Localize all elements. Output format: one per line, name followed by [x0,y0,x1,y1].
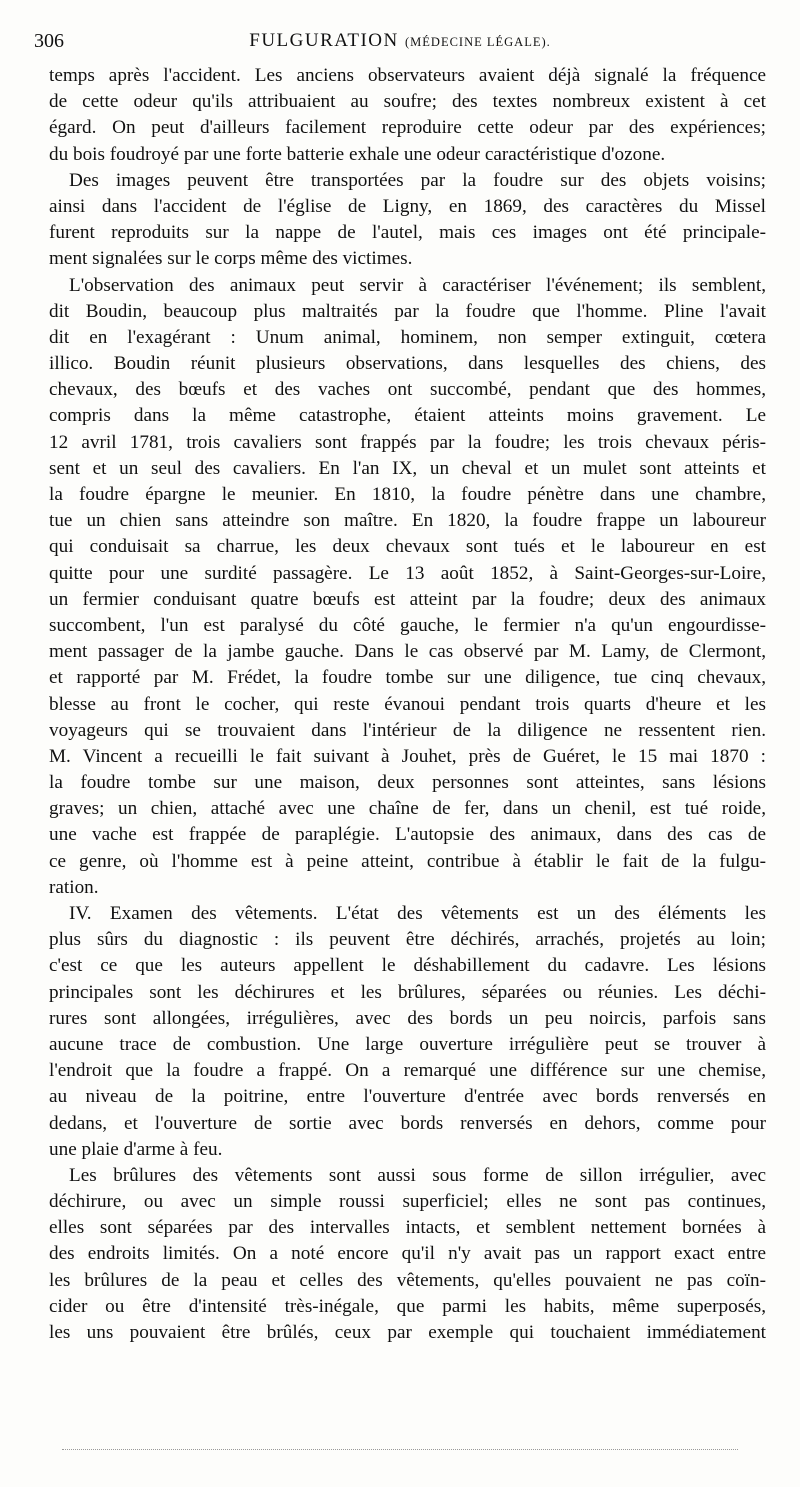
text-line: temps après l'accident. Les anciens observateurs avaient déjà signalé la fréquence [49,65,766,86]
text-line: les uns pouvaient être brûlés, ceux par exemple qui touchaient immédiatement [49,1322,766,1343]
text-line: furent reproduits sur la nappe de l'autel, mais ces images ont été principale- [49,222,766,244]
text-line: blesse au front le cocher, qui reste évanoui pendant trois quarts d'heure et les [49,693,766,715]
running-head [34,30,766,52]
text-line: illico. Boudin réunit plusieurs observations, dans lesquelles des chiens, des [49,353,766,375]
text-line: succombent, l'un est paralysé du côté gauche, le fermier n'a qu'un engourdisse- [49,614,766,636]
text-line: ainsi dans l'accident de l'église de Ligny, en 1869, des caractères du Missel [49,195,766,217]
text-line: graves; un chien, attaché avec une chaîne de fer, dans un chenil, est tué roide, [49,798,766,820]
text-line: ment signalées sur le corps même des victimes. [49,248,413,270]
text-line: aucune trace de combustion. Une large ouverture irrégulière peut se trouver à [49,1033,766,1055]
text-line: IV. Examen des vêtements. L'état des vêtements est un des éléments les [69,903,766,924]
text-line: L'observation des animaux peut servir à caractériser l'événement; ils semblent, [69,274,766,296]
text-line: tue un chien sans atteindre son maître. En 1820, la foudre frappe un laboureur [49,510,766,532]
text-line: les brûlures de la peau et celles des vêtements, qu'elles pouvaient ne pas coïn- [49,1269,766,1291]
text-line: du bois foudroyé par une forte batterie exhale une odeur caractéristique d'ozone. [49,143,666,165]
page-header [34,30,766,56]
text-line: principales sont les déchirures et les brûlures, séparées ou réunies. Les déchi- [49,981,766,1003]
text-line: rures sont allongées, irrégulières, avec des bords un peu noircis, parfois sans [49,1007,766,1029]
text-line: une vache est frappée de paraplégie. L'autopsie des animaux, dans des cas de [49,824,766,846]
text-line: c'est ce que les auteurs appellent le déshabillement du cadavre. Les lésions [49,955,766,977]
text-line: compris dans la même catastrophe, étaient atteints moins gravement. Le [49,405,766,427]
text-line: dit en l'exagérant : Unum animal, hominem, non semper extinguit, cœtera [49,326,766,348]
text-line: 12 avril 1781, trois cavaliers sont frappés par la foudre; les trois chevaux péris- [49,431,766,453]
text-line: au niveau de la poitrine, entre l'ouverture d'entrée avec bords renversés en [49,1086,766,1108]
text-line: de cette odeur qu'ils attribuaient au soufre; des textes nombreux existent à cet [49,91,766,113]
running-head-title: FULGURATION [249,30,399,51]
text-line: cider ou être d'intensité très-inégale, que parmi les habits, même superposés, [49,1295,766,1317]
text-line: l'endroit que la foudre a frappé. On a remarqué une différence sur une chemise, [49,1060,766,1082]
text-line: et rapporté par M. Frédet, la foudre tombe sur une diligence, tue cinq chevaux, [49,667,766,689]
text-line: la foudre tombe sur une maison, deux personnes sont atteintes, sans lésions [49,772,766,794]
text-line: un fermier conduisant quatre bœufs est atteint par la foudre; deux des animaux [49,588,766,610]
text-line: Les brûlures des vêtements sont aussi sous forme de sillon irrégulier, avec [69,1164,766,1186]
page-number: 306 [34,30,64,52]
footer-rule [62,1449,738,1450]
text-line: ment passager de la jambe gauche. Dans le cas observé par M. Lamy, de Clermont, [49,641,766,663]
text-line: sent et un seul des cavaliers. En l'an IX, un cheval et un mulet sont atteints et [49,457,766,479]
text-line: la foudre épargne le meunier. En 1810, la foudre pénètre dans une chambre, [49,484,766,505]
text-line: des endroits limités. On a noté encore qu'il n'y avait pas un rapport exact entre [49,1243,766,1265]
text-line: M. Vincent a recueilli le fait suivant à Jouhet, près de Guéret, le 15 mai 1870 : [49,745,766,767]
text-line: ce genre, où l'homme est à peine atteint, contribue à établir le fait de la fulgu- [49,850,766,872]
text-line: chevaux, des bœufs et des vaches ont succombé, pendant que des hommes, [49,379,766,401]
text-line: qui conduisait sa charrue, les deux chevaux sont tués et le laboureur en est [49,536,766,558]
text-line: déchirure, ou avec un simple roussi superficiel; elles ne sont pas continues, [49,1191,766,1213]
text-line: ration. [49,876,99,898]
text-line: Des images peuvent être transportées par la foudre sur des objets voisins; [69,169,766,191]
text-line: elles sont séparées par des intervalles intacts, et semblent nettement bornées à [49,1217,766,1239]
text-line: dit Boudin, beaucoup plus maltraités par la foudre que l'homme. Pline l'avait [49,300,766,322]
running-head-subtitle: (MÉDECINE LÉGALE). [405,35,551,49]
text-line: dedans, et l'ouverture de sortie avec bords renversés en dehors, comme pour [49,1112,766,1134]
text-line: voyageurs qui se trouvaient dans l'intérieur de la diligence ne ressentent rien. [49,719,766,741]
text-line: une plaie d'arme à feu. [49,1138,223,1160]
text-line: quitte pour une surdité passagère. Le 13 août 1852, à Saint-Georges-sur-Loire, [49,562,766,584]
text-line: égard. On peut d'ailleurs facilement reproduire cette odeur par des expériences; [49,117,766,139]
body-text [49,63,766,1346]
text-line: plus sûrs du diagnostic : ils peuvent être déchirés, arrachés, projetés au loin; [49,929,766,951]
